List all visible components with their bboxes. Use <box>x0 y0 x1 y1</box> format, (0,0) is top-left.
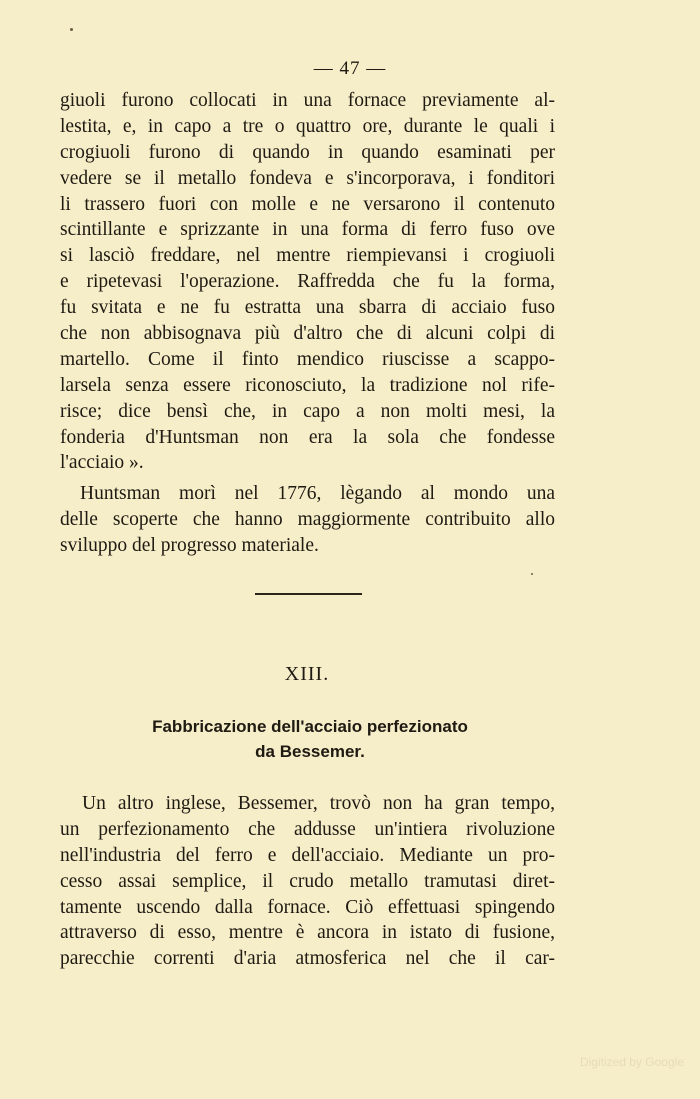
text-line: un perfezionamento che addusse un'intiera rivoluzione <box>60 818 555 840</box>
digitization-watermark: Digitized by Google <box>579 1055 684 1069</box>
text-line: fu svitata e ne fu estratta una sbarra di acciaio fuso <box>60 297 555 319</box>
paragraph-2 <box>60 481 555 559</box>
text-line: sviluppo del progresso materiale. <box>60 534 319 556</box>
text-line: giuoli furono collocati in una fornace previamente al- <box>60 90 555 111</box>
chapter-title <box>60 714 560 764</box>
text-line: si lasciò freddare, nel mentre riempievansi i crogiuoli <box>60 245 555 267</box>
text-line: vedere se il metallo fondeva e s'incorporava, i fonditori <box>60 167 555 189</box>
text-line: nell'industria del ferro e dell'acciaio. Mediante un pro- <box>60 844 555 866</box>
text-line: lestita, e, in capo a tre o quattro ore, durante le quali i <box>60 115 555 137</box>
text-line: fonderia d'Huntsman non era la sola che fondesse <box>60 426 555 448</box>
chapter-title-line: Fabbricazione dell'acciaio perfezionato <box>152 717 468 736</box>
text-line: Un altro inglese, Bessemer, trovò non ha gran tempo, <box>82 793 555 814</box>
text-line: cesso assai semplice, il crudo metallo tramutasi diret- <box>60 870 555 892</box>
text-line: tamente uscendo dalla fornace. Ciò effettuasi spingendo <box>60 896 555 918</box>
text-line: delle scoperte che hanno maggiormente contribuito allo <box>60 508 555 530</box>
ink-speck <box>70 28 73 31</box>
paragraph-1 <box>60 88 555 476</box>
text-line: attraverso di esso, mentre è ancora in istato di fusione, <box>60 922 555 944</box>
paragraph-3 <box>60 791 555 972</box>
text-line: martello. Come il finto mendico riuscisse a scappo- <box>60 348 555 370</box>
text-line: scintillante e sprizzante in una forma di ferro fuso ove <box>60 219 555 241</box>
text-line: crogiuoli furono di quando in quando esaminati per <box>60 141 555 163</box>
chapter-title-line: da Bessemer. <box>255 742 365 761</box>
chapter-number: XIII. <box>284 663 330 685</box>
ink-speck <box>531 573 533 575</box>
text-line: larsela senza essere riconosciuto, la tradizione nol rife- <box>60 374 555 396</box>
text-line: che non abbisognava più d'altro che di alcuni colpi di <box>60 323 555 345</box>
text-line: li trassero fuori con molle e ne versarono il contenuto <box>60 193 555 215</box>
page-number: — 47 — <box>313 58 387 79</box>
section-divider <box>255 593 362 595</box>
text-line: e ripetevasi l'operazione. Raffredda che fu la forma, <box>60 271 555 293</box>
text-line: risce; dice bensì che, in capo a non molti mesi, la <box>60 400 555 422</box>
text-line: Huntsman morì nel 1776, lègando al mondo una <box>80 483 555 504</box>
text-line: parecchie correnti d'aria atmosferica nel che il car- <box>60 948 555 970</box>
text-line: l'acciaio ». <box>60 452 144 474</box>
